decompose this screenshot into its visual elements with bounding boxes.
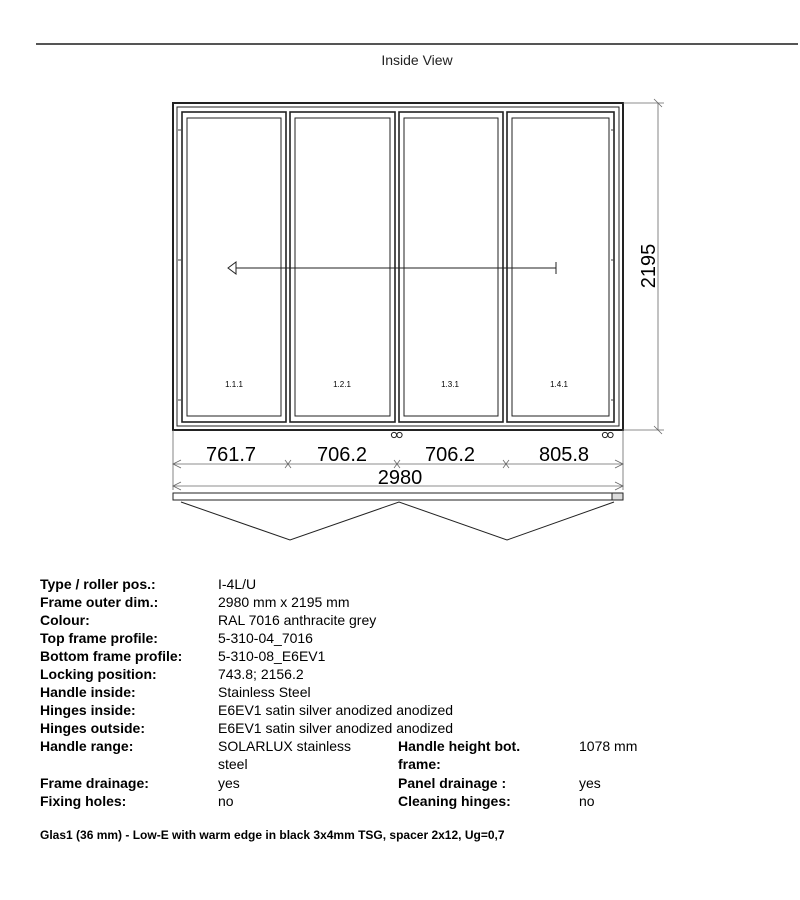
bottom-profile-value: 5-310-08_E6EV1 [218, 648, 326, 664]
panel-label-1: 1.1.1 [225, 380, 243, 389]
panel-width-2: 706.2 [316, 444, 368, 466]
panel-width-3: 706.2 [424, 444, 476, 466]
fixing-holes-value: no [218, 793, 234, 809]
panel-drainage-value: yes [579, 775, 601, 791]
fixing-holes-label: Fixing holes: [40, 793, 127, 809]
panel-label-4: 1.4.1 [550, 380, 568, 389]
panel-drainage-label: Panel drainage : [398, 775, 507, 791]
frame-drainage-value: yes [218, 775, 240, 791]
panel-label-3: 1.3.1 [441, 380, 459, 389]
height-dimension-value: 2195 [638, 243, 660, 289]
cleaning-hinges-label: Cleaning hinges: [398, 793, 511, 809]
hinges-inside-value: E6EV1 satin silver anodized anodized [218, 702, 454, 718]
handle-height-value: 1078 mm [579, 738, 638, 754]
panel-2 [290, 112, 395, 422]
view-title: Inside View [381, 52, 453, 68]
type-value: I-4L/U [218, 576, 257, 592]
panel-3 [399, 112, 503, 422]
cleaning-hinges-value: no [579, 793, 595, 809]
hinges-outside-value: E6EV1 satin silver anodized anodized [218, 720, 454, 736]
frame-dim-label: Frame outer dim.: [40, 594, 159, 610]
bottom-profile-label: Bottom frame profile: [40, 648, 183, 664]
colour-value: RAL 7016 anthracite grey [218, 612, 377, 628]
colour-label: Colour: [40, 612, 90, 628]
handle-range-label: Handle range: [40, 738, 134, 754]
handle-inside-value: Stainless Steel [218, 684, 311, 700]
panel-width-4: 805.8 [538, 444, 590, 466]
handle-range-value-1: SOLARLUX stainless [218, 738, 352, 754]
panel-4 [507, 112, 614, 422]
hinges-outside-label: Hinges outside: [40, 720, 146, 736]
panel-width-1: 761.7 [205, 444, 257, 466]
bottom-hinge-icons [391, 432, 613, 437]
hinges-inside-label: Hinges inside: [40, 702, 136, 718]
handle-range-value-2: steel [218, 756, 248, 772]
fold-plan-view [173, 493, 623, 540]
locking-label: Locking position: [40, 666, 157, 682]
handle-inside-label: Handle inside: [40, 684, 136, 700]
hinge-marks [178, 130, 614, 400]
frame-dim-value: 2980 mm x 2195 mm [218, 594, 350, 610]
locking-value: 743.8; 2156.2 [218, 666, 304, 682]
total-width-value: 2980 [377, 467, 423, 489]
top-profile-value: 5-310-04_7016 [218, 630, 313, 646]
panel-label-2: 1.2.1 [333, 380, 351, 389]
type-label: Type / roller pos.: [40, 576, 156, 592]
glass-specification-note: Glas1 (36 mm) - Low-E with warm edge in black 3x4mm TSG, spacer 2x12, Ug=0,7 [40, 828, 505, 842]
handle-height-label-2: frame: [398, 756, 441, 772]
frame-drainage-label: Frame drainage: [40, 775, 149, 791]
handle-height-label-1: Handle height bot. [398, 738, 521, 754]
top-profile-label: Top frame profile: [40, 630, 158, 646]
